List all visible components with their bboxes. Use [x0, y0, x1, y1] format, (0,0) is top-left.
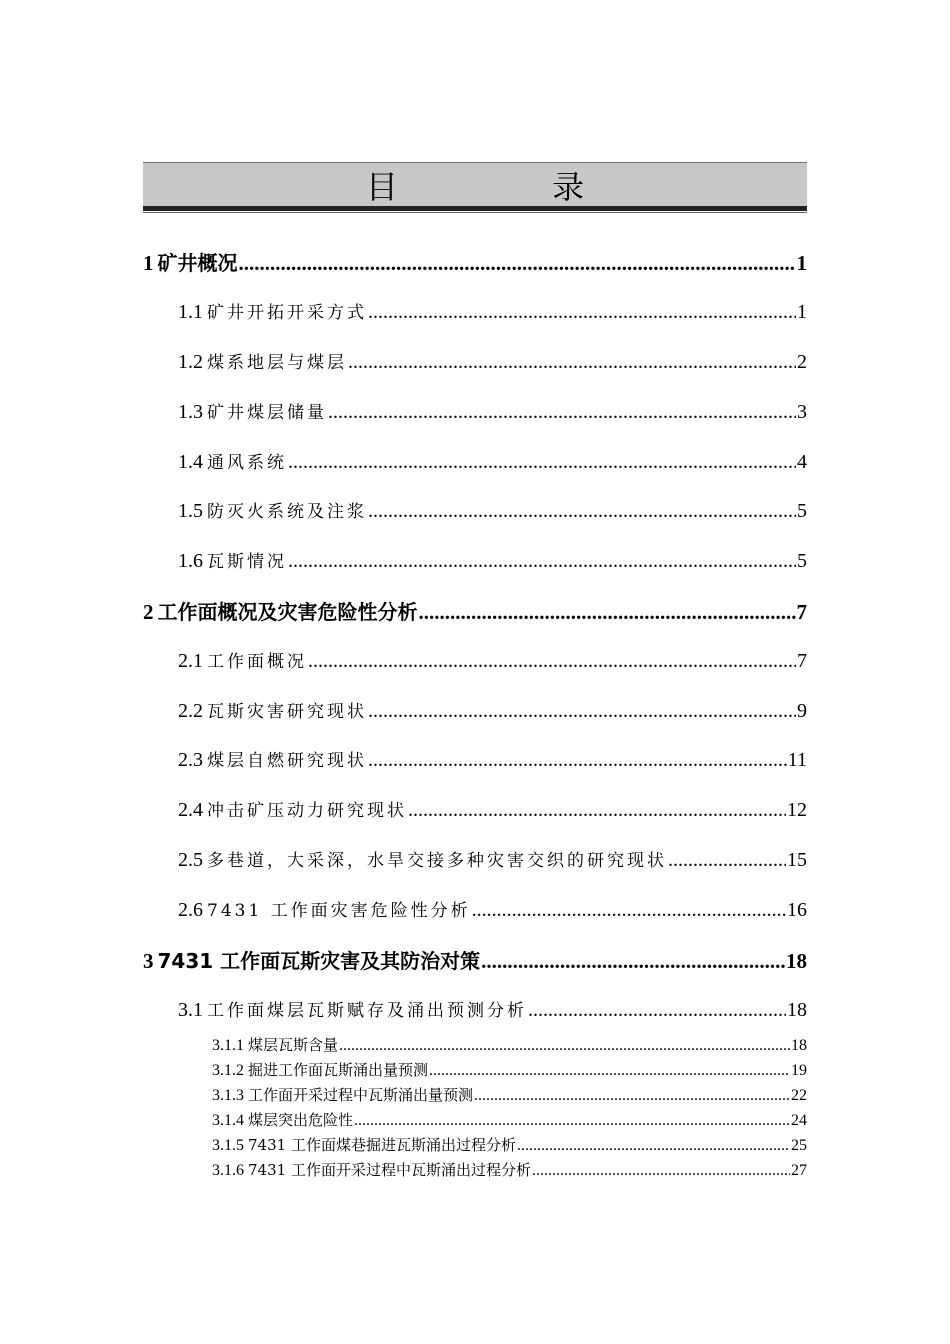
toc-entry-label: 煤层自燃研究现状 [207, 751, 367, 771]
toc-entry-page: 25 [791, 1137, 807, 1154]
leader-dots [288, 550, 796, 573]
leader-dots [348, 351, 796, 374]
toc-entry-number: 3.1.6 [212, 1162, 244, 1179]
toc-entry-number: 2.2 [178, 700, 203, 722]
toc-entry-number: 1.6 [178, 550, 203, 572]
toc-entry-number: 3.1.3 [212, 1087, 244, 1104]
toc-entry-number: 1.4 [178, 451, 203, 473]
toc-entry-label: 煤系地层与煤层 [207, 353, 347, 373]
toc-entry-page: 24 [791, 1112, 807, 1129]
toc-entry-number: 2.5 [178, 849, 203, 871]
leader-dots [368, 700, 796, 723]
toc-entry-page: 18 [786, 949, 807, 973]
leader-dots [308, 650, 796, 673]
toc-entry-label: 煤层突出危险性 [248, 1111, 354, 1129]
toc-entry-label: 冲击矿压动力研究现状 [207, 801, 407, 821]
toc-entry-page: 9 [797, 700, 807, 722]
toc-entry-page: 1 [797, 301, 807, 323]
toc-entry-number: 1.5 [178, 500, 203, 522]
toc-entry[interactable] [178, 647, 807, 673]
leader-dots [239, 251, 796, 276]
toc-entry-number: 2.3 [178, 749, 203, 771]
toc-entry-page: 1 [796, 251, 807, 275]
page-title: 目 录 [365, 168, 657, 206]
leader-dots [517, 1137, 790, 1155]
toc-entry[interactable] [178, 547, 807, 573]
leader-dots [472, 899, 786, 922]
toc-entry-page: 2 [797, 351, 807, 373]
leader-dots [368, 500, 796, 523]
toc-entry[interactable] [178, 398, 807, 424]
toc-entry[interactable] [143, 247, 807, 276]
toc-entry-page: 12 [787, 799, 807, 821]
leader-dots [328, 401, 796, 424]
leader-dots [368, 301, 796, 324]
toc-entry[interactable] [212, 1084, 807, 1105]
toc-entry[interactable] [178, 497, 807, 523]
toc-entry-number: 1.3 [178, 401, 203, 423]
leader-dots [532, 1162, 790, 1180]
toc-entry-label: 通风系统 [207, 453, 287, 473]
toc-entry-page: 15 [787, 849, 807, 871]
toc-entry-number: 2.4 [178, 799, 203, 821]
toc-entry-page: 7 [796, 600, 807, 624]
leader-dots [668, 849, 786, 872]
leader-dots [419, 600, 796, 625]
toc-entry-label: 工作面煤层瓦斯赋存及涌出预测分析 [207, 1001, 527, 1021]
toc-entry-number: 3.1.5 [212, 1137, 244, 1154]
title-rule [143, 206, 807, 211]
toc-entry-page: 16 [787, 899, 807, 921]
toc-entry[interactable] [212, 1034, 807, 1055]
leader-dots [429, 1062, 790, 1080]
toc-entry-label: 矿井概况 [157, 251, 238, 275]
toc-entry-label: 7431 工作面瓦斯灾害及其防治对策 [157, 949, 481, 973]
toc-entry[interactable] [212, 1059, 807, 1080]
toc-entry-label: 煤层瓦斯含量 [248, 1036, 339, 1054]
toc-entry[interactable] [212, 1109, 807, 1130]
toc-entry[interactable] [212, 1134, 807, 1155]
toc-entry-label: 7431 工作面灾害危险性分析 [207, 901, 471, 921]
toc-entry-label: 工作面概况 [207, 652, 307, 672]
toc-entry-page: 19 [791, 1062, 807, 1079]
toc-entry[interactable] [212, 1159, 807, 1180]
toc-entry-number: 3.1.4 [212, 1112, 244, 1129]
toc-entry-page: 11 [787, 749, 807, 771]
toc-entry-label: 工作面概况及灾害危险性分析 [157, 600, 418, 624]
toc-entry-label: 矿井开拓开采方式 [207, 303, 367, 323]
toc-entry-number: 3.1 [178, 999, 203, 1021]
toc-entry-label: 7431 工作面开采过程中瓦斯涌出过程分析 [248, 1161, 531, 1179]
toc-entry-number: 3 [143, 949, 154, 973]
toc-entry[interactable] [178, 298, 807, 324]
leader-dots [368, 749, 787, 772]
toc-entry-number: 1.1 [178, 301, 203, 323]
toc-entry-number: 2 [143, 600, 154, 624]
leader-dots [528, 999, 786, 1022]
toc-entry-number: 2.1 [178, 650, 203, 672]
toc-entry[interactable] [143, 596, 807, 625]
toc-entry-page: 27 [791, 1162, 807, 1179]
leader-dots [354, 1112, 790, 1130]
toc-entry[interactable] [178, 448, 807, 474]
toc-entry[interactable] [178, 746, 807, 772]
toc-entry-page: 5 [797, 550, 807, 572]
toc-entry-number: 1.2 [178, 351, 203, 373]
toc-entry-page: 22 [791, 1087, 807, 1104]
toc-entry-number: 3.1.1 [212, 1037, 244, 1054]
leader-dots [408, 799, 786, 822]
toc-entry-page: 18 [787, 999, 807, 1021]
toc-entry[interactable] [178, 697, 807, 723]
leader-dots [339, 1037, 790, 1055]
toc-entry[interactable] [178, 896, 807, 922]
toc-entry-number: 1 [143, 251, 154, 275]
toc-entry-label: 7431 工作面煤巷掘进瓦斯涌出过程分析 [248, 1136, 516, 1154]
toc-entry-label: 矿井煤层储量 [207, 403, 327, 423]
toc-entry-number: 2.6 [178, 899, 203, 921]
title-rule-thin [143, 212, 807, 213]
toc-entry-page: 5 [797, 500, 807, 522]
toc-entry[interactable] [178, 996, 807, 1022]
toc-entry[interactable] [178, 846, 807, 872]
toc-entry-label: 瓦斯情况 [207, 552, 287, 572]
toc-entry[interactable] [178, 348, 807, 374]
toc-title-bar [143, 162, 807, 207]
toc-entry[interactable] [143, 945, 807, 974]
toc-entry-label: 瓦斯灾害研究现状 [207, 702, 367, 722]
toc-entry-label: 工作面开采过程中瓦斯涌出量预测 [248, 1086, 474, 1104]
leader-dots [288, 451, 796, 474]
toc-entry-label: 防灭火系统及注浆 [207, 502, 367, 522]
toc-entry-page: 7 [797, 650, 807, 672]
toc-entry-label: 掘进工作面瓦斯涌出量预测 [248, 1061, 429, 1079]
leader-dots [481, 949, 785, 974]
toc-entry[interactable] [178, 796, 807, 822]
toc-entry-number: 3.1.2 [212, 1062, 244, 1079]
toc-entry-label: 多巷道，大采深，水旱交接多种灾害交织的研究现状 [207, 851, 667, 871]
toc-entry-page: 3 [797, 401, 807, 423]
toc-entry-page: 18 [791, 1037, 807, 1054]
leader-dots [474, 1087, 790, 1105]
toc-entry-page: 4 [797, 451, 807, 473]
